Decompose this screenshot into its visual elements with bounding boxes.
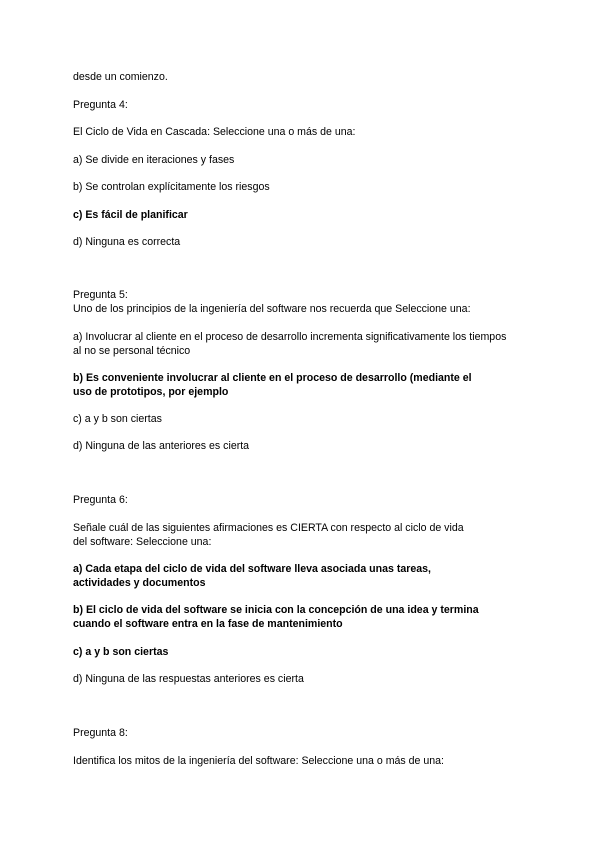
question-6-option-d: d) Ninguna de las respuestas anteriores es cierta [73, 673, 304, 685]
question-6-option-c: c) a y b son ciertas [73, 646, 169, 658]
question-4-option-b: b) Se controlan explícitamente los riesgos [73, 181, 270, 193]
question-8-heading: Pregunta 8: [73, 727, 128, 739]
question-5-option-c: c) a y b son ciertas [73, 413, 162, 425]
question-5-option-b: b) Es conveniente involucrar al cliente en el proceso de desarrollo (mediante el [73, 372, 472, 384]
question-5-heading: Pregunta 5: [73, 289, 128, 301]
question-5-option-b-cont: uso de prototipos, por ejemplo [73, 386, 229, 398]
question-4-option-c: c) Es fácil de planificar [73, 209, 188, 221]
question-4-prompt: El Ciclo de Vida en Cascada: Seleccione una o más de una: [73, 126, 356, 138]
question-6-option-b: b) El ciclo de vida del software se inicia con la concepción de una idea y termina [73, 604, 479, 616]
text-line: desde un comienzo. [73, 71, 168, 83]
question-6-prompt: Señale cuál de las siguientes afirmaciones es CIERTA con respecto al ciclo de vida [73, 522, 464, 534]
question-6-heading: Pregunta 6: [73, 494, 128, 506]
question-4-heading: Pregunta 4: [73, 99, 128, 111]
question-4-option-d: d) Ninguna es correcta [73, 236, 181, 248]
question-5-prompt: Uno de los principios de la ingeniería del software nos recuerda que Seleccione una: [73, 303, 471, 315]
question-6-option-a: a) Cada etapa del ciclo de vida del software lleva asociada unas tareas, [73, 563, 431, 575]
question-4-option-a: a) Se divide en iteraciones y fases [73, 154, 235, 166]
question-6-option-a-cont: actividades y documentos [73, 577, 206, 589]
question-6-option-b-cont: cuando el software entra en la fase de mantenimiento [73, 618, 343, 630]
question-8-prompt: Identifica los mitos de la ingeniería del software: Seleccione una o más de una: [73, 755, 444, 767]
question-5-option-a-cont: al no se personal técnico [73, 345, 191, 357]
question-5-option-d: d) Ninguna de las anteriores es cierta [73, 440, 250, 452]
question-5-option-a: a) Involucrar al cliente en el proceso de desarrollo incrementa significativamente los tiempos [73, 331, 507, 343]
question-6-prompt-cont: del software: Seleccione una: [73, 536, 212, 548]
